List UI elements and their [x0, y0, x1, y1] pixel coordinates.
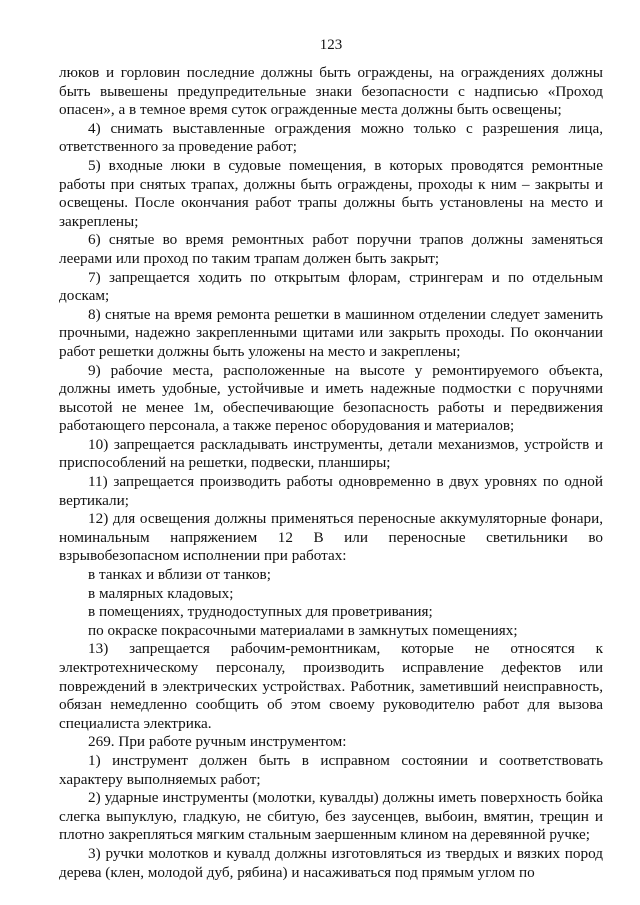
paragraph: 3) ручки молотков и кувалд должны изготовляться из твердых и вязких пород дерева (клен, молодой дуб, рябина) и насаживаться под прямым углом по [59, 844, 603, 881]
paragraph: 11) запрещается производить работы одновременно в двух уровнях по одной вертикали; [59, 473, 603, 509]
paragraph: 8) снятые на время ремонта решетки в машинном отделении следует заменить прочными, надежно закрепленными щитами или закрыть проходы. По окончании работ решетки должны быть уложены на место и закреплены; [59, 305, 603, 360]
paragraph: 5) входные люки в судовые помещения, в которых проводятся ремонтные работы при снятых трапах, должны быть ограждены, проходы к ним – закрыты и освещены. После окончания работ трапы должны быть установлены на место и закреплены; [59, 156, 603, 230]
page-number: 123 [319, 37, 343, 53]
list-item: в танках и вблизи от танков; [88, 566, 271, 584]
document-page [59, 36, 603, 882]
paragraph: 12) для освещения должны применяться переносные аккумуляторные фонари, номинальным напряжением 12 В или переносные светильники во взрывобезопасном исполнении при работах: [59, 510, 603, 565]
paragraph: 9) рабочие места, расположенные на высоте у ремонтируемого объекта, должны иметь удобные, устойчивые и иметь надежные подмостки с поручнями высотой не менее 1м, обеспечивающие безопасность работы и передвижения работающего персонала, а также перенос оборудования и материалов; [59, 361, 603, 435]
paragraph: люков и горловин последние должны быть ограждены, на ограждениях должны быть вывешены предупредительные знаки безопасности с надписью «Проход опасен», а в темное время суток огражденные места должны быть освещены; [59, 64, 603, 119]
paragraph: 7) запрещается ходить по открытым флорам, стрингерам и по отдельным доскам; [59, 268, 603, 305]
section-heading: 269. При работе ручным инструментом: [88, 733, 347, 751]
paragraph: 13) запрещается рабочим-ремонтникам, которые не относятся к электротехническому персоналу, производить исправление дефектов или повреждений в электрических устройствах. Работник, заметивший неисправность, обязан немедленно сообщить об этом своему руководителю работ для вызова специалиста электрика. [59, 640, 603, 732]
paragraph: 6) снятые во время ремонтных работ поручни трапов должны заменяться леерами или проход по таким трапам должен быть закрыт; [59, 231, 603, 267]
list-item: в малярных кладовых; [88, 584, 234, 602]
list-item: в помещениях, труднодоступных для проветривания; [88, 603, 433, 621]
list-item: по окраске покрасочными материалами в замкнутых помещениях; [88, 621, 518, 639]
paragraph: 10) запрещается раскладывать инструменты, детали механизмов, устройств и приспособлений на решетки, подвески, планширы; [59, 435, 603, 472]
paragraph: 2) ударные инструменты (молотки, кувалды) должны иметь поверхность бойка слегка выпуклую, гладкую, не сбитую, без заусенцев, выбоин, вмятин, трещин и плотно закрепляться мягким стальным заершенным клином на деревянной ручке; [59, 789, 603, 844]
paragraph: 1) инструмент должен быть в исправном состоянии и соответствовать характеру выполняемых работ; [59, 751, 603, 788]
paragraph: 4) снимать выставленные ограждения можно только с разрешения лица, ответственного за проведение работ; [59, 119, 603, 156]
